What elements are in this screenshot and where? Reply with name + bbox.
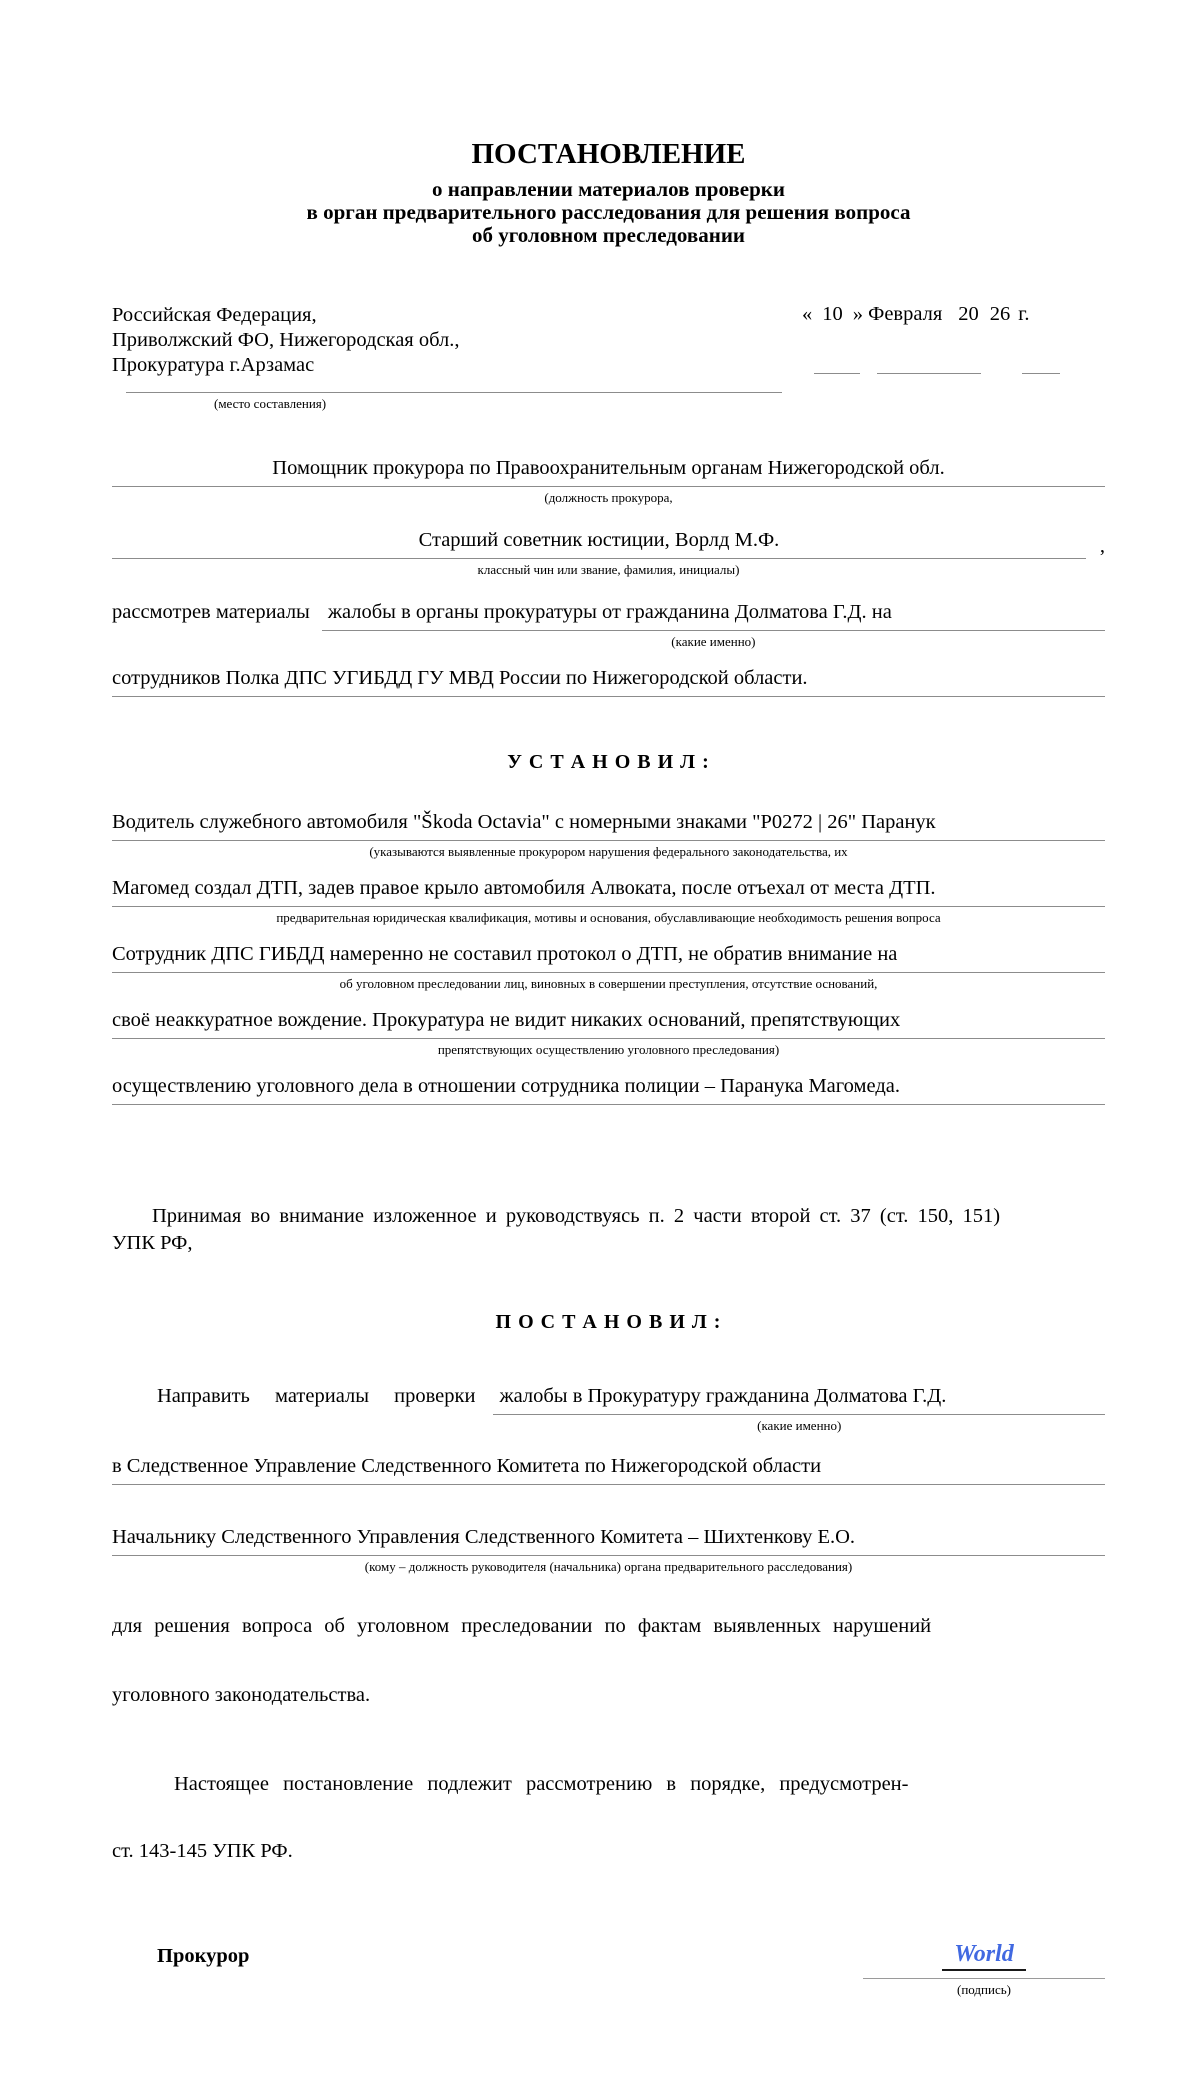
prosecutor-rank-row [112,528,1105,559]
findings-field-1 [112,810,1105,860]
place-of-issue-text [112,303,802,378]
addressee-field [112,1525,1105,1575]
findings-value-2: Магомед создал ДТП, задев правое крыло автомобиля Алвоката, после отъехал от места ДТП. [112,876,1105,907]
direct-materials-value: жалобы в Прокуратуру гражданина Долматова Г.Д. [493,1384,1105,1415]
reviewed-materials-label: рассмотрев материалы [112,601,310,623]
findings-value-3: Сотрудник ДПС ГИБДД намеренно не составил протокол о ДТП, не обратив внимание на [112,942,1105,973]
signature-row [112,1941,1105,1998]
reviewed-materials-value: жалобы в органы прокуратуры от гражданина Долматова Г.Д. на [322,600,1105,631]
place-date-row [112,303,1105,412]
findings-value-1: Водитель служебного автомобиля "Škoda Octavia" с номерными знаками "Р0272 | 26" Паранук [112,810,1105,841]
place-line-region: Приволжский ФО, Нижегородская обл., [112,329,460,351]
reviewed-materials-row [112,600,1105,650]
ustanovil-heading: У С Т А Н О В И Л : [507,751,710,773]
purpose-line1: для решения вопроса об уголовном преследовании по фактам выявленных нарушений [112,1615,932,1637]
date-century: 20 [958,303,979,325]
prosecutor-rank-value: Старший советник юстиции, Ворлд М.Ф. [112,528,1086,559]
findings-field-3 [112,942,1105,992]
destination-value: в Следственное Управление Следственного Комитета по Нижегородской области [112,1454,1105,1485]
date-day-underline [814,373,860,374]
date-underlines [802,373,1105,374]
reviewed-materials-caption: (какие именно) [671,634,756,649]
findings-caption-1: (указываются выявленные прокурором нарушения федерального законодательства, их [369,844,848,859]
postanovil-heading: П О С Т А Н О В И Л : [495,1311,722,1333]
findings-value-5: осуществлению уголовного дела в отношении сотрудника полиции – Паранука Магомеда. [112,1074,1105,1105]
signature-caption: (подпись) [957,1982,1011,1997]
signature-name: World [942,1941,1026,1971]
signature-underline [863,1978,1105,1979]
rank-trailing-comma: , [1099,535,1105,557]
signature-role-label: Прокурор [157,1945,250,1967]
prosecutor-rank-field [112,528,1105,578]
document-subtitle-line3: об уголовном преследовании [471,223,746,247]
reviewed-continuation-field [112,666,1105,697]
date-year-underline [1022,373,1060,374]
document-title-block [112,0,1105,247]
date-suffix: г. [1018,303,1030,325]
document-subtitle-line1: о направлении материалов проверки [432,177,785,201]
findings-caption-2: предварительная юридическая квалификация, мотивы и основания, обуславливающие необходимость решения вопроса [276,910,941,925]
signature-block [863,1941,1105,1998]
date-month-underline [877,373,981,374]
procedure-line2: ст. 143-145 УПК РФ. [112,1840,293,1862]
findings-field-4 [112,1008,1105,1058]
findings-field-2 [112,876,1105,926]
place-line-country: Российская Федерация, [112,304,317,326]
findings-field-5 [112,1074,1105,1105]
document-title: ПОСТАНОВЛЕНИЕ [471,138,746,170]
direct-materials-row [112,1384,1105,1434]
place-caption: (место составления) [214,396,327,411]
date-day: 10 [822,303,843,325]
place-of-issue-block [112,303,802,412]
date-block [802,303,1105,374]
findings-caption-4: препятствующих осуществлению уголовного преследования) [437,1042,780,1057]
considering-paragraph-line1: Принимая во внимание изложенное и руководствуясь п. 2 части второй ст. 37 (ст. 150, 151) [152,1205,1001,1227]
prosecutor-rank-caption: классный чин или звание, фамилия, инициалы) [477,562,740,577]
date-text [802,303,1105,326]
procedure-line1: Настоящее постановление подлежит рассмотрению в порядке, предусмотрен- [174,1773,909,1795]
findings-value-4: своё неаккуратное вождение. Прокуратура не видит никаких оснований, препятствующих [112,1008,1105,1039]
considering-paragraph-line2: УПК РФ, [112,1232,193,1254]
addressee-value: Начальнику Следственного Управления Следственного Комитета – Шихтенкову Е.О. [112,1525,1105,1556]
document-subtitle-line2: в орган предварительного расследования для решения вопроса [306,200,911,224]
date-month: Февраля [868,303,943,325]
place-line-office: Прокуратура г.Арзамас [112,354,315,376]
reviewed-materials-field [322,600,1105,650]
destination-field [112,1454,1105,1485]
date-open-quote: « [802,303,813,325]
date-close-quote: » [852,303,863,325]
direct-materials-caption: (какие именно) [757,1418,842,1433]
reviewed-continuation-value: сотрудников Полка ДПС УГИБДД ГУ МВД России по Нижегородской области. [112,666,1105,697]
place-underline [126,392,782,393]
direct-materials-label: Направить материалы проверки [157,1385,476,1407]
purpose-line2: уголовного законодательства. [112,1684,371,1706]
date-year: 26 [989,303,1011,325]
findings-caption-3: об уголовном преследовании лиц, виновных в совершении преступления, отсутствие оснований, [339,976,878,991]
direct-materials-field [493,1384,1105,1434]
prosecutor-position-field [112,456,1105,506]
prosecutor-position-value: Помощник прокурора по Правоохранительным органам Нижегородской обл. [112,456,1105,487]
prosecutor-position-caption: (должность прокурора, [544,490,673,505]
addressee-caption: (кому – должность руководителя (начальника) органа предварительного расследования) [364,1559,853,1574]
